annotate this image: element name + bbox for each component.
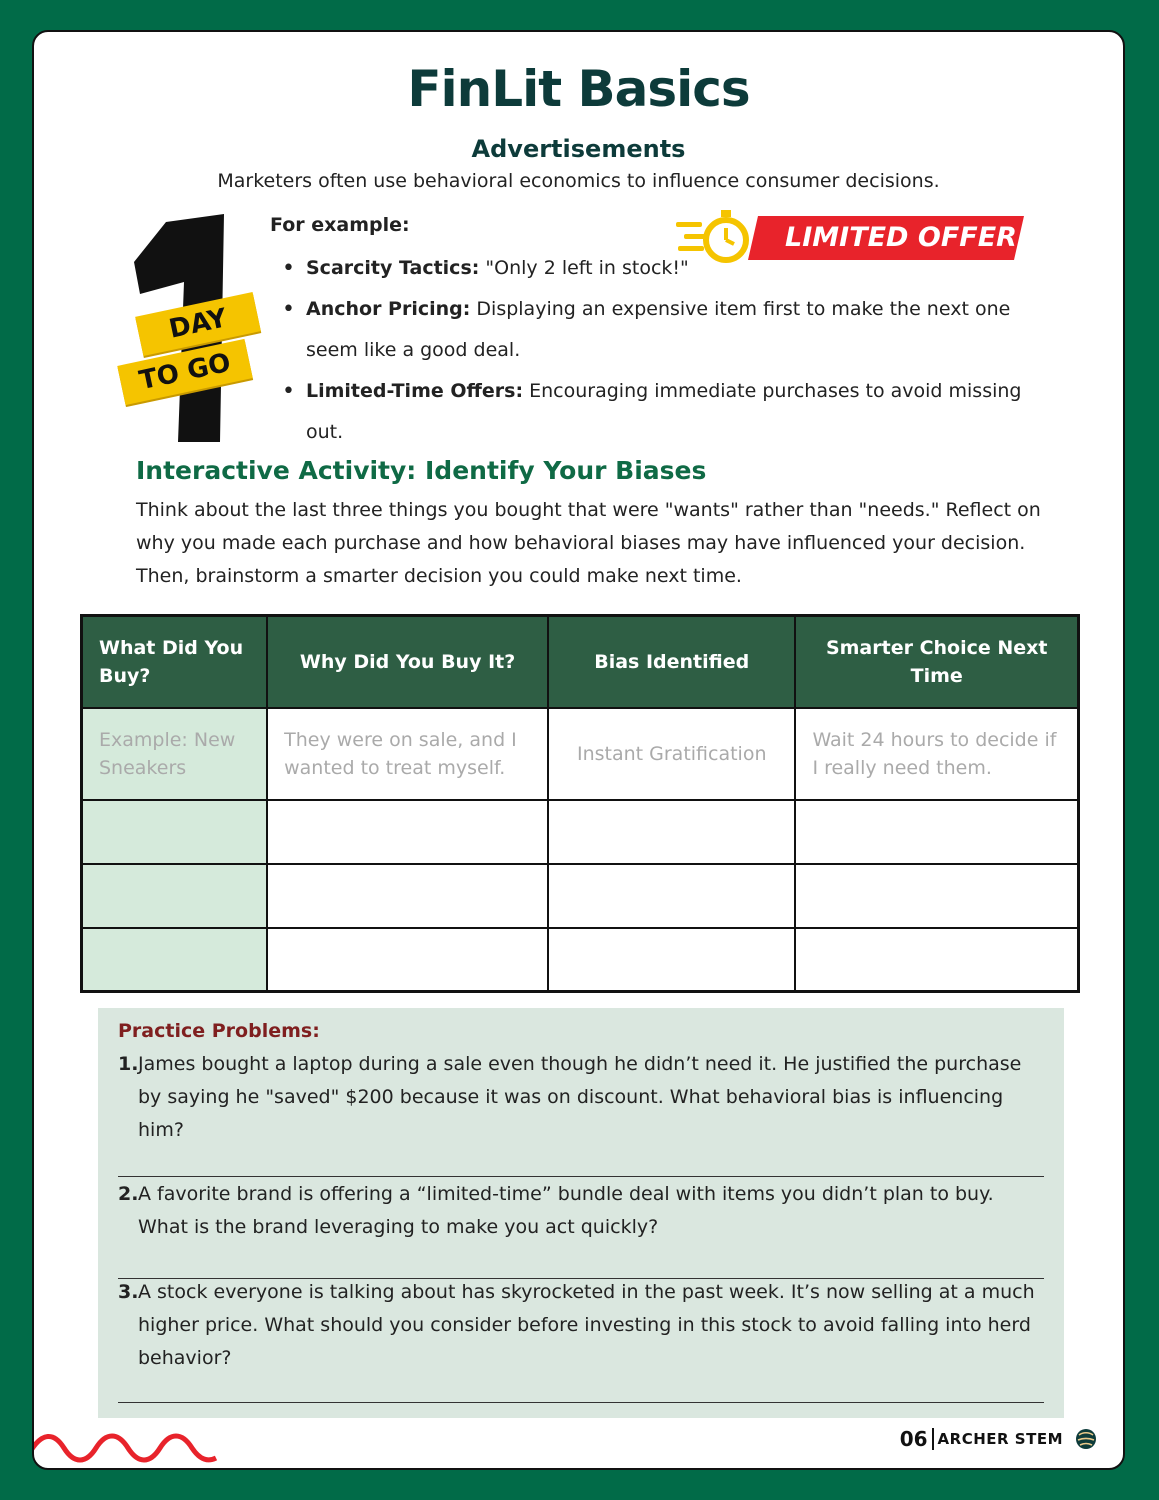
reason-cell[interactable] (267, 928, 548, 992)
problem-number: 1. (118, 1053, 139, 1075)
bias-cell[interactable] (548, 800, 795, 864)
list-item-term: Anchor Pricing: (306, 298, 471, 320)
purchase-cell[interactable] (82, 864, 268, 928)
choice-cell[interactable] (795, 800, 1078, 864)
bias-cell[interactable] (548, 864, 795, 928)
practice-title: Practice Problems: (118, 1020, 320, 1042)
example-list (282, 248, 1042, 453)
bias-cell[interactable] (548, 928, 795, 992)
table-row (82, 708, 1079, 800)
example-reason-cell[interactable]: They were on sale, and I wanted to treat myself. (267, 708, 548, 800)
purchase-cell[interactable] (82, 800, 268, 864)
table-row (82, 800, 1079, 864)
activity-text: Think about the last three things you bought that were "wants" rather than "needs." Reflect on why you made each purchase and how behavioral biases may have influenced your decision. Then, brainstorm a smarter decision you could make next time. (136, 499, 1041, 587)
page-title: FinLit Basics (407, 60, 750, 118)
limited-offer-label: LIMITED OFFER (785, 222, 1017, 253)
badge-day-label: DAY (135, 292, 261, 356)
globe-logo-icon (1075, 1428, 1097, 1450)
practice-problem (118, 1048, 1048, 1147)
bias-table (80, 614, 1080, 993)
header-smarter-choice: Smarter Choice Next Time (795, 616, 1078, 708)
page-footer (900, 1424, 1097, 1454)
page-number: 06 (899, 1427, 928, 1451)
badge-to-go-label: TO GO (117, 339, 252, 405)
problem-text: James bought a laptop during a sale even though he didn’t need it. He justified the purchase by saying he "saved" $200 because it was on discount. What behavioral bias is influencing him? (138, 1053, 1022, 1141)
example-bias-cell[interactable]: Instant Gratification (548, 708, 795, 800)
decorative-squiggle (32, 1402, 220, 1470)
purchase-cell[interactable] (82, 928, 268, 992)
list-item-term: Limited-Time Offers: (306, 380, 524, 402)
header-what-did-you-buy: What Did You Buy? (82, 616, 268, 708)
header-why-did-you-buy: Why Did You Buy It? (267, 616, 548, 708)
table-header-row (82, 616, 1079, 708)
list-item (282, 371, 1042, 453)
table-row (82, 928, 1079, 992)
reason-cell[interactable] (267, 864, 548, 928)
table-row (82, 864, 1079, 928)
day-to-go-badge (116, 212, 276, 442)
practice-problem (118, 1276, 1048, 1375)
list-item-text: Encouraging immediate purchases to avoid missing out. (306, 380, 1022, 443)
answer-line[interactable] (118, 1176, 1044, 1177)
problem-number: 2. (118, 1183, 139, 1205)
header-bias-identified: Bias Identified (548, 616, 795, 708)
problem-text: A favorite brand is offering a “limited-time” bundle deal with items you didn’t plan to buy. What is the brand leveraging to make you act quickly? (138, 1183, 994, 1238)
brand-name: ARCHER STEM (937, 1430, 1063, 1448)
example-label: For example: (270, 214, 410, 236)
list-item-text: "Only 2 left in stock!" (479, 257, 689, 279)
worksheet-page (32, 30, 1125, 1470)
practice-problems-box (98, 1008, 1064, 1418)
list-item-term: Scarcity Tactics: (306, 257, 480, 279)
intro-text: Marketers often use behavioral economics to influence consumer decisions. (217, 170, 940, 192)
activity-title: Interactive Activity: Identify Your Biases (136, 456, 707, 485)
list-item (282, 248, 1042, 289)
section-subtitle: Advertisements (471, 135, 686, 163)
answer-line[interactable] (118, 1402, 1044, 1403)
list-item (282, 289, 1042, 371)
practice-problem (118, 1178, 1048, 1244)
list-item-text: Displaying an expensive item first to make the next one seem like a good deal. (306, 298, 1011, 361)
footer-divider (932, 1428, 934, 1450)
problem-text: A stock everyone is talking about has skyrocketed in the past week. It’s now selling at a much higher price. What should you consider before investing in this stock to avoid falling into herd behavior? (138, 1281, 1035, 1369)
example-purchase-cell[interactable]: Example: New Sneakers (82, 708, 268, 800)
choice-cell[interactable] (795, 928, 1078, 992)
reason-cell[interactable] (267, 800, 548, 864)
example-choice-cell[interactable]: Wait 24 hours to decide if I really need them. (795, 708, 1078, 800)
choice-cell[interactable] (795, 864, 1078, 928)
problem-number: 3. (118, 1281, 139, 1303)
